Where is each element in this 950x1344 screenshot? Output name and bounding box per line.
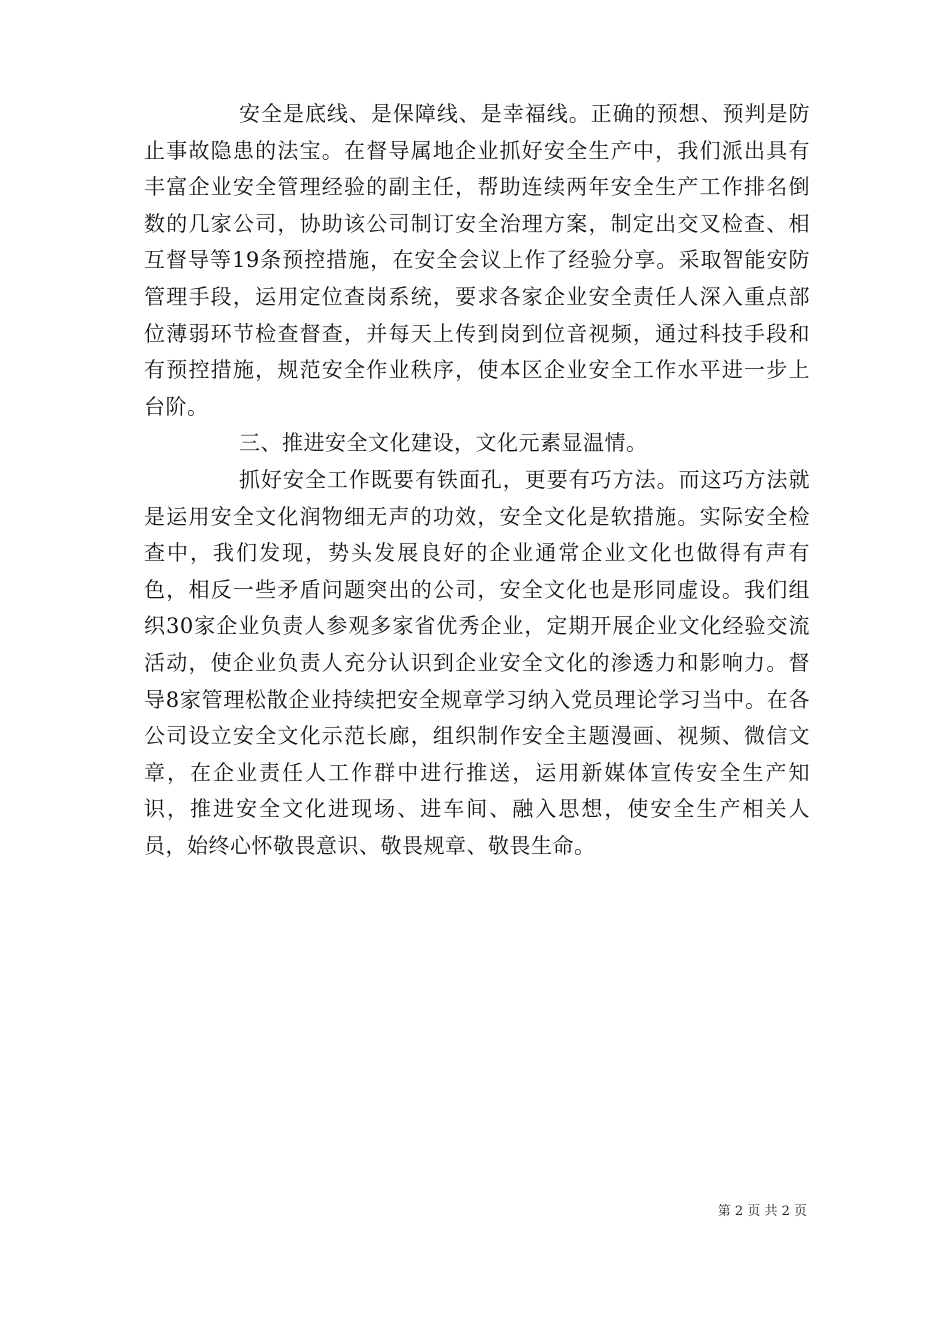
paragraph-safety-bottom-line: 安全是底线、是保障线、是幸福线。正确的预想、预判是防止事故隐患的法宝。在督导属地企业抓好安全生产中，我们派出具有丰富企业安全管理经验的副主任，帮助连续两年安全生产工作排名倒数的几家公司，协助该公司制订安全治理方案，制定出交叉检查、相互督导等19条预控措施，在安全会议上作了经验分享。采取智能安防管理手段，运用定位查岗系统，要求各家企业安全责任人深入重点部位薄弱环节检查督查，并每天上传到岗到位音视频，通过科技手段和有预控措施，规范安全作业秩序，使本区企业安全工作水平进一步上台阶。: [144, 102, 810, 419]
page-number: 第 2 页 共 2 页: [717, 1204, 807, 1219]
paragraph-safety-culture: 抓好安全工作既要有铁面孔，更要有巧方法。而这巧方法就是运用安全文化润物细无声的功效，安全文化是软措施。实际安全检查中，我们发现，势头发展良好的企业通常企业文化也做得有声有色，相反一些矛盾问题突出的公司，安全文化也是形同虚设。我们组织30家企业负责人参观多家省优秀企业，定期开展企业文化经验交流活动，使企业负责人充分认识到企业安全文化的渗透力和影响力。督导8家管理松散企业持续把安全规章学习纳入党员理论学习当中。在各公司设立安全文化示范长廊，组织制作安全主题漫画、视频、微信文章，在企业责任人工作群中进行推送，运用新媒体宣传安全生产知识，推进安全文化进现场、进车间、融入思想，使安全生产相关人员，始终心怀敬畏意识、敬畏规章、敬畏生命。: [144, 467, 810, 858]
section-heading-safety-culture: 三、推进安全文化建设，文化元素显温情。: [239, 431, 648, 456]
document-body: [144, 96, 810, 864]
